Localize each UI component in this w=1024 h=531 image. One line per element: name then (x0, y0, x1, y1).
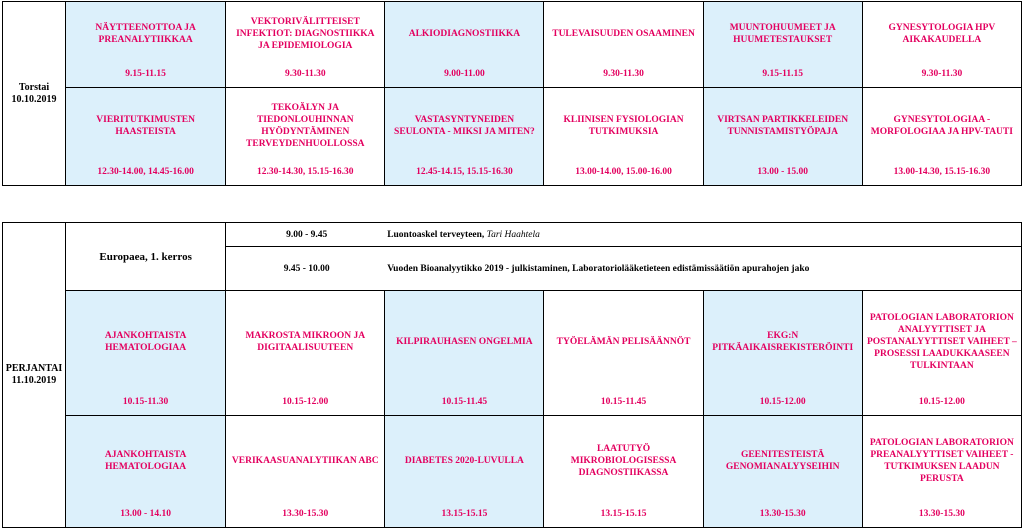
session-title: GEENITESTEISTÄ GENOMIANALYYSEIHIN (725, 449, 840, 472)
session-time: 9.15-11.15 (762, 69, 804, 79)
session-title: ALKIODIAGNOSTIIKKA (408, 28, 521, 39)
session-title: AJANKOHTAISTA HEMATOLOGIAA (104, 331, 187, 353)
session-time: 12.30-14.30, 15.15-16.30 (256, 167, 354, 177)
session-time: 12.30-14.00, 14.45-16.00 (97, 167, 194, 177)
session-time: 9.00-11.00 (444, 69, 485, 79)
session-time: 10.15-11.45 (441, 397, 488, 407)
plenary-author: Tari Haahtela (486, 229, 540, 240)
thursday-day-cell (3, 2, 66, 186)
plenary-row (226, 223, 1022, 247)
plenary-title: Vuoden Bioanalyytikko 2019 - julkistaminen, Laboratoriolääketieteen edistämissäätiön apurahojen jako (387, 263, 810, 274)
session-cell (544, 2, 703, 88)
session-time: 13.00 - 14.10 (120, 509, 171, 519)
thursday-day-label: Torstai (18, 81, 50, 93)
session-title: TYÖELÄMÄN PELISÄÄNNÖT (556, 337, 691, 347)
plenary-time: 9.45 - 10.00 (283, 263, 330, 274)
session-cell (385, 88, 544, 186)
session-time: 13.15-15.15 (600, 509, 647, 519)
session-title: VEKTORIVÄLITTEISET INFEKTIOT: DIAGNOSTIIKKA JA EPIDEMIOLOGIA (236, 16, 375, 51)
session-title: GYNESYTOLOGIA HPV AIKAKAUDELLA (888, 22, 996, 45)
plenary-time: 9.00 - 9.45 (286, 229, 328, 240)
session-cell (226, 2, 385, 88)
session-title: EKG:N PITKÄAIKAISREKISTERÖINTI (712, 331, 854, 353)
session-time: 12.45-14.15, 15.15-16.30 (416, 167, 513, 177)
session-time: 9.30-11.30 (921, 69, 963, 79)
plenary-title: Luontoaskel terveyteen, (387, 229, 487, 240)
session-cell (703, 416, 862, 528)
session-cell (226, 88, 385, 186)
friday-day-cell (3, 223, 66, 528)
friday-schedule-table (2, 222, 1022, 528)
session-title: LAATUTYÖ MIKROBIOLOGISESSA DIAGNOSTIIKASSA (570, 443, 677, 478)
session-time: 9.30-11.30 (284, 69, 326, 79)
session-title: VIERITUTKIMUSTEN HAASTEISTA (96, 114, 195, 137)
session-title: MUUNTOHUUMEET JA HUUMETESTAUKSET (729, 22, 836, 45)
session-title: VASTASYNTYNEIDEN SEULONTA - MIKSI JA MITEN? (394, 114, 535, 137)
friday-day-label: PERJANTAI (5, 363, 63, 374)
session-title: DIABETES 2020-LUVULLA (404, 455, 524, 466)
session-time: 13.30-15.30 (759, 509, 806, 519)
session-time: 10.15-12.00 (282, 397, 329, 407)
friday-date-label: 11.10.2019 (11, 375, 57, 386)
session-time: 10.15-12.00 (759, 397, 806, 407)
session-cell (385, 416, 544, 528)
session-cell (703, 2, 862, 88)
session-time: 10.15-12.00 (918, 397, 965, 407)
plenary-row (226, 247, 1022, 291)
session-time: 13.30-15.30 (918, 509, 965, 519)
session-title: KILPIRAUHASEN ONGELMIA (396, 337, 533, 347)
session-title: PATOLOGIAN LABORATORION ANALYYTTISET JA POSTANALYYTTISET VAIHEET – PROSESSI LAADUKKAASEEN TULKINTAAN (866, 313, 1017, 371)
session-time: 13.15-15.15 (441, 509, 488, 519)
session-cell (544, 291, 703, 416)
session-cell (66, 416, 226, 528)
session-title: MAKROSTA MIKROON JA DIGITAALISUUTEEN (245, 331, 366, 353)
session-time: 13.00 - 15.00 (757, 167, 809, 177)
session-title: VIRTSAN PARTIKKELEIDEN TUNNISTAMISTYÖPAJA (717, 114, 849, 137)
session-cell (66, 291, 226, 416)
session-title: TEKOÄLYN JA TIEDONLOUHINNAN HYÖDYNTÄMINEN TERVEYDENHUOLLOSSA (246, 102, 365, 149)
session-cell (703, 291, 862, 416)
session-cell (385, 2, 544, 88)
session-title: PATOLOGIAN LABORATORION PREANALYYTTISET VAIHEET - TUTKIMUKSEN LAADUN PERUSTA (869, 437, 1014, 484)
session-title: KLIINISEN FYSIOLOGIAN TUTKIMUKSIA (563, 114, 684, 137)
session-time: 9.30-11.30 (603, 69, 644, 79)
session-cell (226, 416, 385, 528)
session-cell (544, 88, 703, 186)
session-title: TULEVAISUUDEN OSAAMINEN (552, 28, 695, 39)
session-cell (66, 88, 226, 186)
thursday-date-label: 10.10.2019 (11, 93, 57, 105)
session-time: 13.30-15.30 (282, 509, 329, 519)
session-cell (226, 291, 385, 416)
session-cell (862, 291, 1021, 416)
session-cell (862, 88, 1021, 186)
session-cell (703, 88, 862, 186)
session-title: GYNESYTOLOGIAA - MORFOLOGIAA JA HPV-TAUTI (870, 114, 1013, 137)
session-cell (544, 416, 703, 528)
venue-label: Europaea, 1. kerros (66, 223, 226, 291)
session-cell (862, 2, 1021, 88)
session-title: AJANKOHTAISTA HEMATOLOGIAA (104, 449, 187, 472)
session-title: NÄYTTEENOTTOA JA PREANALYTIIKKAA (95, 22, 196, 45)
thursday-schedule-table (2, 1, 1022, 186)
session-time: 9.15-11.15 (125, 69, 166, 79)
session-time: 13.00-14.30, 15.15-16.30 (893, 167, 991, 177)
session-cell (66, 2, 226, 88)
session-time: 10.15-11.30 (122, 397, 169, 407)
session-time: 13.00-14.00, 15.00-16.00 (575, 167, 672, 177)
session-title: VERIKAASUANALYTIIKAN ABC (231, 455, 379, 466)
session-time: 10.15-11.45 (600, 397, 647, 407)
session-cell (862, 416, 1021, 528)
session-cell (385, 291, 544, 416)
